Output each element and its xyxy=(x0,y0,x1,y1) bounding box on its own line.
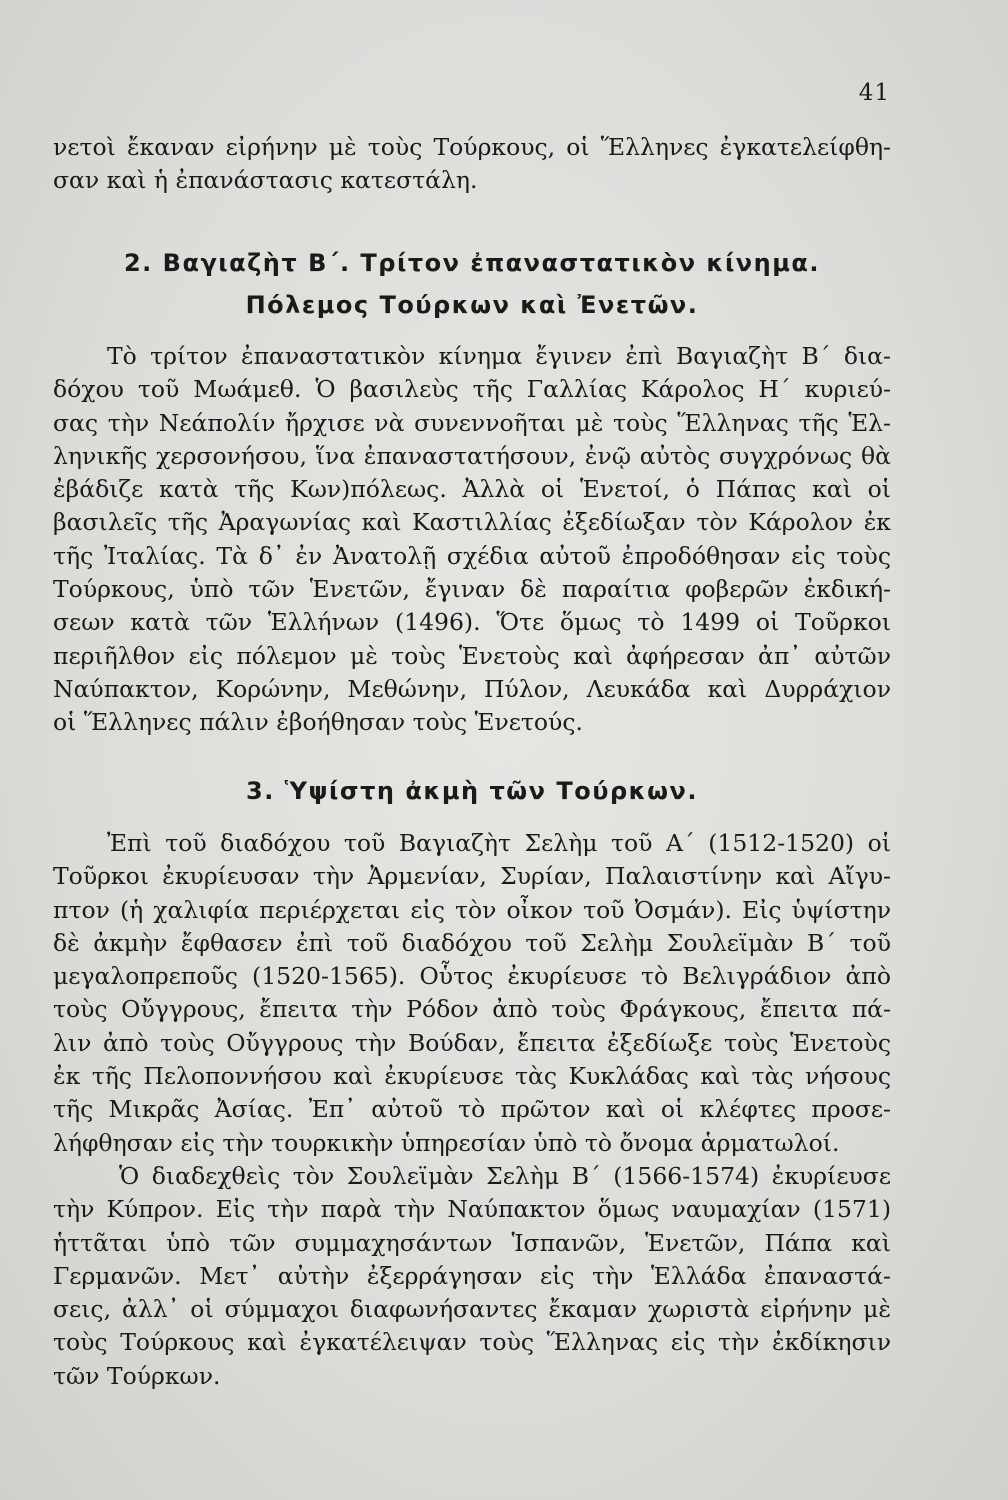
text-line: τῶν Τούρκων. xyxy=(53,1361,221,1390)
section-2-paragraph xyxy=(53,340,891,740)
heading-line: 2. Βαγιαζὴτ Β΄. Τρίτον ἐπαναστατικὸν κίνημα. xyxy=(123,249,821,277)
text-line: δόχου τοῦ Μωάμεθ. Ὁ βασιλεὺς τῆς Γαλλίας Κάρολος Η΄ κυριεύ- xyxy=(53,375,891,404)
text-line: ἡττᾶται ὑπὸ τῶν συμμαχησάντων Ἱσπανῶν, Ἑνετῶν, Πάπα καὶ xyxy=(53,1228,891,1257)
section-3-heading xyxy=(53,770,891,812)
text-line: τὴν Κύπρον. Εἰς τὴν παρὰ τὴν Ναύπακτον ὅμως ναυμαχίαν (1571) xyxy=(53,1195,891,1224)
text-line: τοὺς Οὔγγρους, ἔπειτα τὴν Ρόδον ἀπὸ τοὺς Φράγκους, ἔπειτα πά- xyxy=(53,995,891,1024)
text-line: σεων κατὰ τῶν Ἑλλήνων (1496). Ὅτε ὅμως τὸ 1499 οἱ Τοῦρκοι xyxy=(53,608,891,637)
text-line: σεις, ἀλλ᾽ οἱ σύμμαχοι διαφωνήσαντες ἔκαμαν χωριστὰ εἰρήνην μὲ xyxy=(53,1295,891,1324)
text-line: Ναύπακτον, Κορώνην, Μεθώνην, Πύλον, Λευκάδα καὶ Δυρράχιον xyxy=(53,674,891,703)
section-2-heading xyxy=(53,242,891,326)
page-number: 41 xyxy=(858,80,890,106)
text-line: ληνικῆς χερσονήσου, ἵνα ἐπαναστατήσουν, ἐνῷ αὐτὸς συγχρόνως θὰ xyxy=(53,441,891,470)
text-line: βασιλεῖς τῆς Ἀραγωνίας καὶ Καστιλλίας ἐξεδίωξαν τὸν Κάρολον ἐκ xyxy=(53,508,891,537)
text-line: σαν καὶ ἡ ἐπανάστασις κατεστάλη. xyxy=(53,166,478,195)
text-line: τοὺς Τούρκους καὶ ἐγκατέλειψαν τοὺς Ἕλληνας εἰς τὴν ἐκδίκησιν xyxy=(53,1328,891,1357)
heading-line: Πόλεμος Τούρκων καὶ Ἐνετῶν. xyxy=(245,291,699,319)
text-line: περιῆλθον εἰς πόλεμον μὲ τοὺς Ἑνετοὺς καὶ ἀφήρεσαν ἀπ᾽ αὐτῶν xyxy=(53,641,891,670)
text-line: ἐβάδιζε κατὰ τῆς Κων)πόλεως. Ἀλλὰ οἱ Ἑνετοί, ὁ Πάπας καὶ οἱ xyxy=(53,475,891,504)
text-line: οἱ Ἕλληνες πάλιν ἐβοήθησαν τοὺς Ἑνετούς. xyxy=(53,708,583,737)
text-line: Τούρκους, ὑπὸ τῶν Ἑνετῶν, ἔγιναν δὲ παραίτια φοβερῶν ἐκδική- xyxy=(53,575,891,604)
text-line: μεγαλοπρεποῦς (1520-1565). Οὗτος ἐκυρίευσε τὸ Βελιγράδιον ἀπὸ xyxy=(53,962,891,991)
text-line: Τὸ τρίτον ἐπαναστατικὸν κίνημα ἔγινεν ἐπὶ Βαγιαζὴτ Β΄ δια- xyxy=(107,342,891,370)
text-line: Τοῦρκοι ἐκυρίευσαν τὴν Ἀρμενίαν, Συρίαν, Παλαιστίνην καὶ Αἴγυ- xyxy=(53,862,891,891)
heading-line: 3. Ὑψίστη ἀκμὴ τῶν Τούρκων. xyxy=(246,777,698,805)
text-line: νετοὶ ἔκαναν εἰρήνην μὲ τοὺς Τούρκους, οἱ Ἕλληνες ἐγκατελείφθη- xyxy=(53,133,891,161)
text-line: τῆς Ἰταλίας. Τὰ δ᾽ ἐν Ἀνατολῇ σχέδια αὐτοῦ ἐπροδόθησαν εἰς τοὺς xyxy=(53,541,891,570)
text-line: σας τὴν Νεάπολίν ἤρχισε νὰ συνεννοῆται μὲ τοὺς Ἕλληνας τῆς Ἑλ- xyxy=(53,408,891,437)
section-3-paragraph xyxy=(53,827,891,1393)
text-line: Γερμανῶν. Μετ᾽ αὐτὴν ἐξερράγησαν εἰς τὴν Ἑλλάδα ἐπαναστά- xyxy=(53,1261,891,1290)
text-line: Ἐπὶ τοῦ διαδόχου τοῦ Βαγιαζὴτ Σελὴμ τοῦ Α΄ (1512-1520) οἱ xyxy=(107,829,891,857)
text-line: τῆς Μικρᾶς Ἀσίας. Ἐπ᾽ αὐτοῦ τὸ πρῶτον καὶ οἱ κλέφτες προσε- xyxy=(53,1095,891,1124)
text-line: Ὁ διαδεχθεὶς τὸν Σουλεϊμὰν Σελὴμ Β΄ (1566-1574) ἐκυρίευσε xyxy=(119,1161,891,1190)
text-line: πτον (ἡ χαλιφία περιέρχεται εἰς τὸν οἶκον τοῦ Ὀσμάν). Εἰς ὑψίστην xyxy=(53,895,891,924)
text-line: λήφθησαν εἰς τὴν τουρκικὴν ὑπηρεσίαν ὑπὸ τὸ ὄνομα ἁρματωλοί. xyxy=(53,1128,840,1157)
text-line: δὲ ἀκμὴν ἔφθασεν ἐπὶ τοῦ διαδόχου τοῦ Σελὴμ Σουλεϊμὰν Β΄ τοῦ xyxy=(53,928,891,957)
text-line: λιν ἀπὸ τοὺς Οὔγγρους τὴν Βούδαν, ἔπειτα ἐξεδίωξε τοὺς Ἑνετοὺς xyxy=(53,1028,891,1057)
intro-paragraph xyxy=(53,131,891,198)
text-line: ἐκ τῆς Πελοποννήσου καὶ ἐκυρίευσε τὰς Κυκλάδας καὶ τὰς νήσους xyxy=(53,1062,891,1091)
